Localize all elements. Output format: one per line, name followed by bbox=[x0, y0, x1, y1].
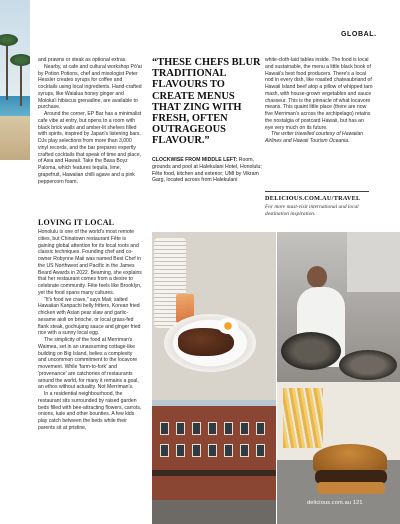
section-brand: GLOBAL. bbox=[341, 31, 377, 38]
body-column-3 bbox=[265, 57, 373, 145]
body-paragraph: The simplicity of the food at Merriman's Waimea, set in an unassuming cottage-like building on Big Island, belies a complexity and uncommon commitment to the locavore movement. While 'farm-to-fork' and 'provenance' are catchories of restaurants around the world, for many it remains a goal, an ethos without actuality. Not Merriman's. bbox=[38, 337, 139, 391]
divider bbox=[265, 191, 369, 192]
caption-label: CLOCKWISE FROM MIDDLE LEFT: bbox=[152, 157, 238, 163]
website-link[interactable]: DELICIOUS.COM.AU/TRAVEL bbox=[265, 195, 361, 202]
plated-steak-egg-photo bbox=[152, 232, 276, 400]
body-paragraph: Around the corner, EP Bar has a minimalist cafe vibe at entry, but opens to a room with black brick walls and amber-lit shelves filled with spirits, inspired by Japan's listening bars. DJs play selections from more than 3,000 vinyl records, and the bar prepares expertly crafted cocktails that speak of time and place, of Asia and Hawaii. Take the Basa Boyz Paloma, which features tequila, lime, grapefruit, Hawaiian chilli agave and a pink peppercorn foam. bbox=[38, 111, 142, 185]
body-paragraph: Honolulu is one of the world's most remote cities, but Chinatown restaurant Fête is gaining global attention for its local roots and classic techniques. Founding chef and co-owner Robynne Maii was named Best Chef in the US Northwest and Pacific in the James Beard Awards in 2022. Beaming, she explains that her restaurant comes from a desire to celebrate community. Fête feels like Brooklyn, yet the food spans many cultures. bbox=[38, 229, 142, 296]
body-paragraph: and prawns or steak as optional extras. bbox=[38, 57, 127, 63]
website-tagline: For more must-visit international and local destination inspiration. bbox=[265, 204, 359, 217]
body-paragraph: white-cloth-laid tables inside. The food is local and sustainable, the menu a little black book of Hawaii's best food producers. There's a local nod in every dish, like roasted chateaubriand of Hawaii Island beef atop a pillow of whipped taro mash, with house-grown vegetables and sauce chasseur. This is the pinnacle of what locavore means. This quaint little place (there are now five Merriman's across the archipelago) retains the nostalgia of postcard Hawaii, but has an eye very much on its future. bbox=[265, 57, 373, 131]
pull-quote: “THESE CHEFS BLUR TRADITIONAL FLAVOURS TO CREATE MENUS THAT ZING WITH FRESH, OFTEN OUTRAGEOUS FLAVOUR.” bbox=[152, 57, 261, 147]
page-folio: delicious.com.au 121 bbox=[307, 500, 363, 506]
body-paragraph: Nearby, at cafe and cultural workshop Pō'ai by Potion Potions, chef and mixologist Peter Hessler creates syrups for coffee and cocktails using local ingredients. Hand-crafted syrups, like Waialua honey ginger and Moloka'i hibiscus grenadine, are available to purchase. bbox=[38, 63, 142, 111]
restaurant-exterior-photo bbox=[152, 400, 276, 524]
body-column-1-continued bbox=[38, 229, 142, 432]
caption-text: Room, grounds and pool at Halekulani Hotel, Honolulu; Fête food, kitchen and exterior; UMI by Vikram Garg, located across from Halekulani bbox=[152, 157, 262, 184]
travel-credit: The writer travelled courtesy of Hawaiian Airlines and Hawaii Tourism Oceania. bbox=[265, 131, 364, 144]
body-paragraph: "It's food we crave," says Maii; salted Hawaiian Kanpachi belly fritters, Korean fried chicken with Asian pear slaw and garlic-sesame aioli on brioche, or local grass-fed flank steak, gochujang sauce and ginger fried rice with a sunny local egg. bbox=[38, 296, 141, 337]
chef-cooking-photo bbox=[277, 232, 400, 382]
body-paragraph: In a residential neighbourhood, the restaurant sits surrounded by raised garden beds filled with bee-attracting flowers, carrots, onions, kale and other bounties. A few kids play catch between the beds while their parents sit at pristine, bbox=[38, 391, 142, 431]
beach-palms-photo bbox=[0, 0, 30, 160]
photo-caption bbox=[152, 157, 262, 184]
body-column-1 bbox=[38, 57, 142, 185]
section-subhead: LOVING IT LOCAL bbox=[38, 218, 115, 227]
